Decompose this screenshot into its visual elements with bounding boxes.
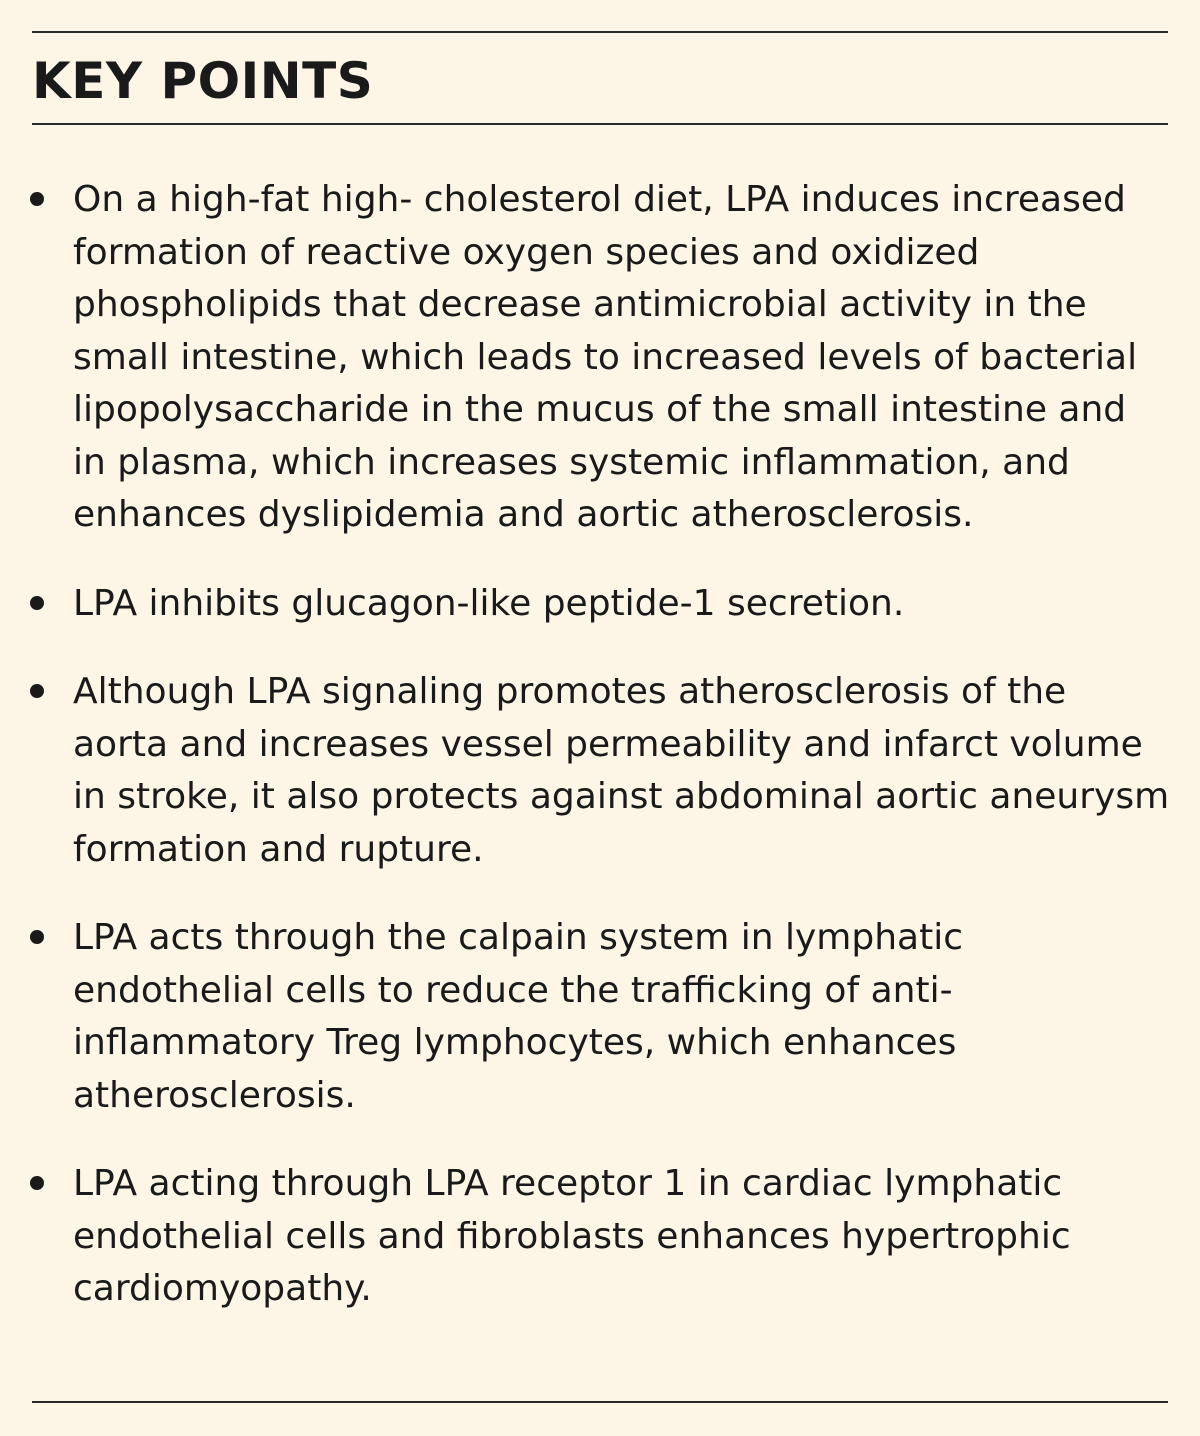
key-point-item — [30, 174, 1170, 542]
bullet-icon — [30, 684, 44, 698]
key-point-item — [30, 578, 1170, 631]
key-point-text: LPA acting through LPA receptor 1 in cardiac lymphatic endothelial cells and fibroblasts enhances hypertrophic cardiomyopathy. — [73, 1163, 1071, 1309]
key-point-item — [30, 912, 1170, 1122]
key-point-text: Although LPA signaling promotes atherosclerosis of the aorta and increases vessel permeability and infarct volume in stroke, it also protects against abdominal aortic aneurysm formation and rupture. — [73, 671, 1170, 870]
key-point-text: LPA acts through the calpain system in lymphatic endothelial cells to reduce the trafficking of anti-inflammatory Treg lymphocytes, which enhances atherosclerosis. — [73, 917, 964, 1116]
bullet-icon — [30, 930, 44, 944]
bullet-icon — [30, 596, 44, 610]
heading-divider — [32, 123, 1168, 125]
key-points-heading: KEY POINTS — [32, 52, 374, 110]
bottom-divider — [32, 1401, 1168, 1403]
top-divider — [32, 31, 1168, 33]
key-point-text: On a high-fat high- cholesterol diet, LPA induces increased formation of reactive oxygen species and oxidized phospholipids that decrease antimicrobial activity in the small intestine, which leads to increased levels of bacterial lipopolysaccharide in the mucus of the small intestine and in plasma, which increases systemic inflammation, and enhances dyslipidemia and aortic atherosclerosis. — [73, 179, 1138, 535]
bullet-icon — [30, 1176, 44, 1190]
bullet-icon — [30, 192, 44, 206]
key-point-item — [30, 666, 1170, 876]
key-points-list — [30, 174, 1170, 1316]
key-point-text: LPA inhibits glucagon-like peptide-1 secretion. — [73, 582, 905, 624]
key-point-item — [30, 1158, 1170, 1316]
